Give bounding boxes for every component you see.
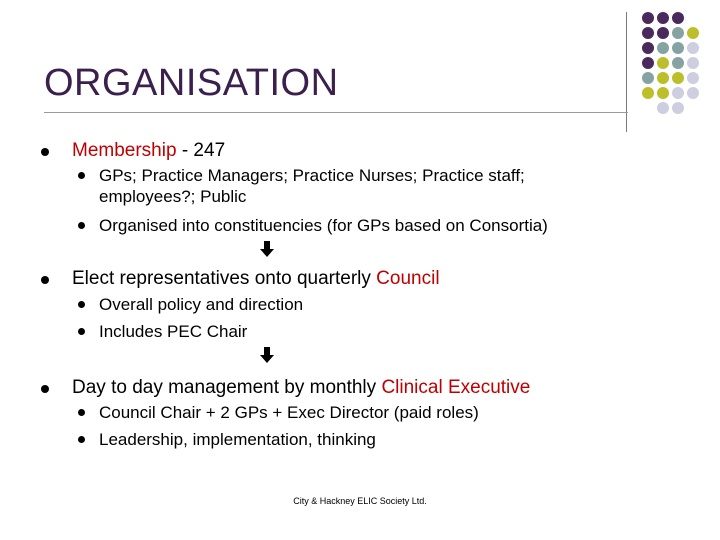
bullet-dot-icon (78, 436, 85, 443)
bullet-membership (72, 140, 225, 162)
sub-bullet-text: Organised into constituencies (for GPs based on Consortia) (99, 216, 548, 235)
sub-bullet-members-list (99, 166, 525, 186)
sub-bullet-pec-chair (99, 322, 247, 342)
council-lead: Elect representatives onto quarterly (72, 268, 377, 289)
slide-title: ORGANISATION (44, 62, 339, 104)
bullet-dot-icon (78, 222, 85, 229)
sub-bullet-text: Includes PEC Chair (99, 322, 248, 341)
bullet-dot-icon (78, 172, 85, 179)
sub-bullet-text: Council Chair + 2 GPs + Exec Director (paid roles) (99, 403, 479, 422)
down-arrow-icon (257, 239, 277, 259)
bullet-council (72, 268, 440, 290)
bullet-dot-icon (41, 148, 49, 156)
membership-accent: Membership (72, 140, 177, 161)
sub-bullet-text: Leadership, implementation, thinking (99, 430, 376, 449)
sub-bullet-continuation: employees?; Public (99, 187, 247, 206)
executive-accent: Clinical Executive (381, 377, 531, 398)
bullet-dot-icon (41, 276, 49, 284)
membership-count: - 247 (176, 140, 226, 161)
bullet-dot-icon (78, 328, 85, 335)
bullet-executive (72, 377, 530, 399)
sub-bullet-text: GPs; Practice Managers; Practice Nurses; Practice staff; (99, 166, 525, 185)
sub-bullet-text: Overall policy and direction (99, 295, 304, 314)
sub-bullet-council-chair (99, 403, 479, 423)
council-accent: Council (376, 268, 440, 289)
sub-bullet-leadership (99, 430, 376, 450)
bullet-dot-icon (78, 409, 85, 416)
executive-lead: Day to day management by monthly (72, 377, 382, 398)
sub-bullet-policy (99, 295, 303, 315)
sub-bullet-constituencies (99, 216, 548, 236)
bullet-dot-icon (41, 385, 49, 393)
bullet-dot-icon (78, 301, 85, 308)
down-arrow-icon (257, 345, 277, 365)
slide-footer: City & Hackney ELIC Society Ltd. (293, 496, 427, 506)
